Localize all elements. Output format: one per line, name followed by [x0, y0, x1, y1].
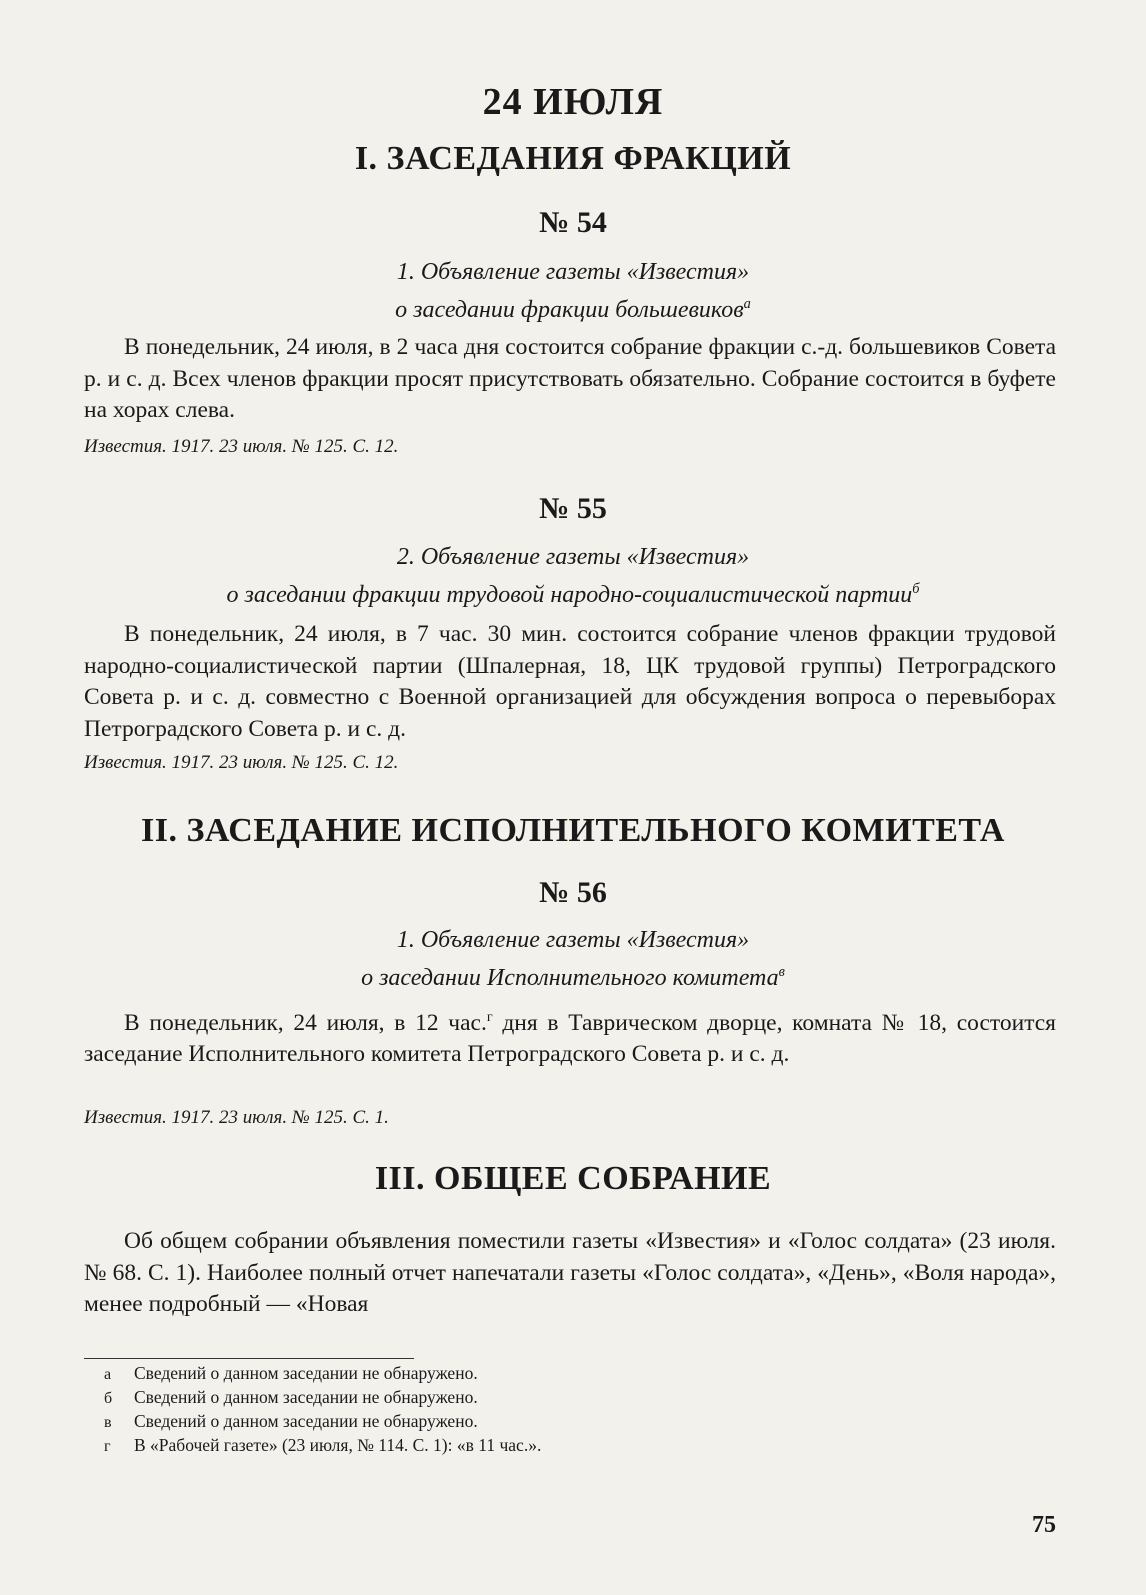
doc-number-55: № 55 — [539, 492, 607, 525]
doc-55-heading-line1: 2. Объявление газеты «Известия» — [396, 544, 750, 570]
date-header: 24 ИЮЛЯ — [482, 81, 664, 123]
footnote-ref-a: а — [743, 296, 751, 312]
doc-54-body: В понедельник, 24 июля, в 2 часа дня состоится собрание фракции с.-д. большевиков Совета р. и с. д. Всех членов фракции просят присутствовать обязательно. Собрание состоится в буфете на хорах слева. — [84, 334, 1056, 423]
doc-number-54: № 54 — [539, 206, 607, 239]
footnote-a: а Сведений о данном заседании не обнаружено. — [104, 1363, 478, 1383]
section-title-3: III. ОБЩЕЕ СОБРАНИЕ — [374, 1160, 772, 1197]
doc-55-heading-line2: о заседании фракции трудовой народно-социалистической партии$^б$ — [226, 581, 920, 608]
section-title-1: I. ЗАСЕДАНИЯ ФРАКЦИЙ — [354, 140, 792, 177]
page-number: 75 — [1032, 1512, 1056, 1538]
footnote-ref-v: в — [778, 964, 785, 980]
doc-56-heading — [80, 924, 1066, 994]
doc-54-heading-line2: о заседании фракции большевиков$^а$ — [395, 296, 751, 323]
doc-56-heading-line2: о заседании Исполнительного комитета$^в$ — [361, 964, 785, 991]
footnote-ref-g: г — [486, 1009, 493, 1025]
doc-56-source: Известия. 1917. 23 июля. № 125. С. 1. — [84, 1107, 389, 1128]
footnote-b: б Сведений о данном заседании не обнаружено. — [104, 1387, 478, 1407]
doc-54-heading — [80, 256, 1066, 326]
section-3-body: Об общем собрании объявления поместили газеты «Известия» и «Голос солдата» (23 июля. № 68. С. 1). Наиболее полный отчет напечатали газеты «Голос солдата», «День», «Воля народа», менее подробный — «Новая — [84, 1228, 1056, 1317]
doc-55-body: В понедельник, 24 июля, в 7 час. 30 мин. состоится собрание членов фракции трудовой народно-социалистической партии (Шпалерная, 18, ЦК трудовой группы) Петроградского Совета р. и с. д. совместно с Военной организацией для обсуждения вопроса о перевыборах Петроградского Совета р. и с. д. — [84, 621, 1056, 742]
doc-56-heading-line1: 1. Объявление газеты «Известия» — [396, 927, 750, 953]
footnote-divider — [84, 1358, 414, 1359]
doc-55-heading — [80, 541, 1066, 611]
doc-55-source: Известия. 1917. 23 июля. № 125. С. 12. — [84, 752, 399, 773]
footnote-ref-b: б — [912, 581, 920, 597]
footnote-v: в Сведений о данном заседании не обнаружено. — [104, 1411, 478, 1431]
doc-number-56: № 56 — [539, 876, 607, 909]
doc-54-source: Известия. 1917. 23 июля. № 125. С. 12. — [84, 436, 399, 457]
doc-56-body: В понедельник, 24 июля, в 12 час.$^г$ дня в Таврическом дворце, комната № 18, состоится заседание Исполнительного комитета Петроградского Совета р. и с. д. — [84, 1009, 1056, 1068]
section-title-2: II. ЗАСЕДАНИЕ ИСПОЛНИТЕЛЬНОГО КОМИТЕТА — [141, 812, 1005, 849]
footnote-g: г В «Рабочей газете» (23 июля, № 114. С. 1): «в 11 час.». — [104, 1435, 542, 1455]
doc-54-heading-line1: 1. Объявление газеты «Известия» — [396, 259, 750, 285]
